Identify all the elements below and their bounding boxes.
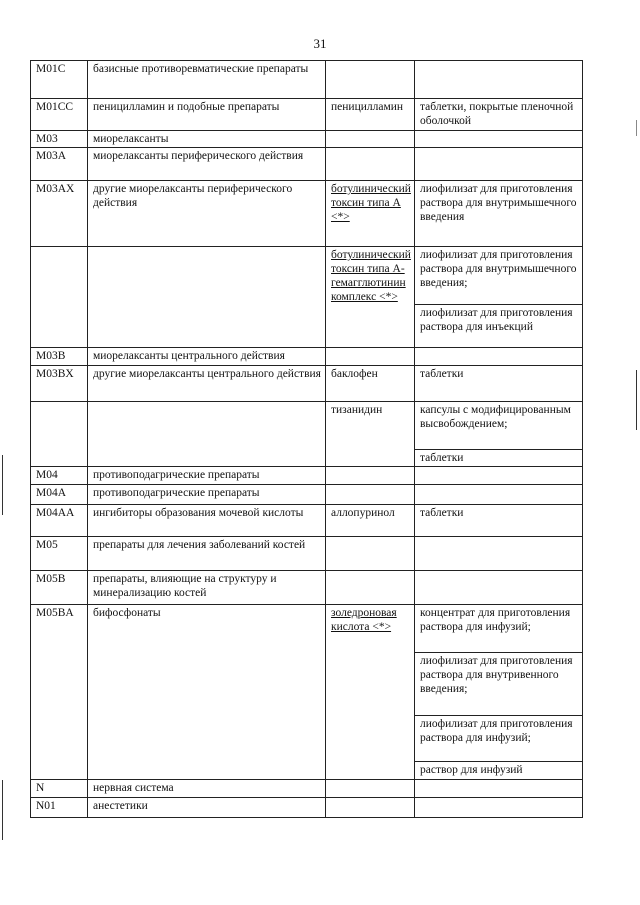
atc-code: M04 [31,467,88,485]
table-row [31,780,583,798]
group-name: анестетики [88,798,326,818]
drug-name [326,61,415,99]
drug-name: баклофен [326,366,415,402]
group-name: ингибиторы образования мочевой кислоты [88,505,326,537]
drug-name: аллопуринол [326,505,415,537]
group-name [88,402,326,467]
drug-name [326,348,415,366]
drug-name [326,131,415,148]
table-row [31,148,583,181]
dosage-form: таблетки [415,505,583,537]
dosage-form: таблетки [415,366,583,402]
table-row [31,181,583,247]
dosage-form: лиофилизат для приготовления раствора для внутривенного введения; [415,653,583,716]
group-name: противоподагрические препараты [88,485,326,505]
scan-margin-mark [636,120,637,136]
group-name: бифосфонаты [88,605,326,780]
table-row [31,366,583,402]
drug-name [326,780,415,798]
group-name: препараты для лечения заболеваний костей [88,537,326,571]
drug-name [326,537,415,571]
group-name [88,247,326,348]
atc-code [31,402,88,467]
dosage-form: капсулы с модифицированным высвобождением; [415,402,583,450]
dosage-form: лиофилизат для приготовления раствора для инъекций [415,305,583,348]
atc-code: M04A [31,485,88,505]
table-row [31,61,583,99]
group-name: препараты, влияющие на структуру и минерализацию костей [88,571,326,605]
group-name: миорелаксанты [88,131,326,148]
group-name: миорелаксанты центрального действия [88,348,326,366]
atc-code: N [31,780,88,798]
drug-name: золедроновая кислота <*> [326,605,415,780]
drug-name: пеницилламин [326,99,415,131]
dosage-form [415,798,583,818]
group-name: нервная система [88,780,326,798]
group-name: другие миорелаксанты периферического действия [88,181,326,247]
drug-name [326,467,415,485]
dosage-form [415,485,583,505]
dosage-form [415,348,583,366]
table-row [31,348,583,366]
dosage-form: таблетки, покрытые пленочной оболочкой [415,99,583,131]
dosage-form [415,571,583,605]
scan-margin-mark [2,455,3,515]
group-name: пеницилламин и подобные препараты [88,99,326,131]
drug-name: ботулинический токсин типа A-гемагглютинин комплекс <*> [326,247,415,348]
dosage-form [415,61,583,99]
drug-name [326,798,415,818]
atc-code: M03BX [31,366,88,402]
dosage-form: таблетки [415,450,583,467]
atc-code: M03 [31,131,88,148]
table-row [31,605,583,653]
group-name: противоподагрические препараты [88,467,326,485]
dosage-form [415,148,583,181]
scan-margin-mark [636,370,637,430]
table-row [31,467,583,485]
atc-code: M03AX [31,181,88,247]
table-row [31,247,583,305]
table-row [31,485,583,505]
drug-table [30,60,583,818]
table-row [31,537,583,571]
group-name: другие миорелаксанты центрального действия [88,366,326,402]
table-row [31,402,583,450]
table-row [31,131,583,148]
table-row [31,571,583,605]
dosage-form [415,467,583,485]
dosage-form [415,131,583,148]
atc-code: M03B [31,348,88,366]
page-number: 31 [313,36,327,51]
table-row [31,99,583,131]
dosage-form: лиофилизат для приготовления раствора для внутримышечного введения [415,181,583,247]
drug-name [326,571,415,605]
drug-name [326,485,415,505]
drug-name: ботулинический токсин типа A <*> [326,181,415,247]
dosage-form: лиофилизат для приготовления раствора для внутримышечного введения; [415,247,583,305]
atc-code: M05 [31,537,88,571]
atc-code: M01CC [31,99,88,131]
atc-code: M04AA [31,505,88,537]
drug-name [326,148,415,181]
scan-margin-mark [2,780,3,840]
table-row [31,505,583,537]
dosage-form: лиофилизат для приготовления раствора для инфузий; [415,716,583,762]
dosage-form: раствор для инфузий [415,762,583,780]
atc-code [31,247,88,348]
atc-code: M03A [31,148,88,181]
atc-code: M01C [31,61,88,99]
atc-code: M05BA [31,605,88,780]
table-row [31,798,583,818]
dosage-form [415,537,583,571]
group-name: базисные противоревматические препараты [88,61,326,99]
atc-code: M05B [31,571,88,605]
atc-code: N01 [31,798,88,818]
drug-name: тизанидин [326,402,415,467]
dosage-form [415,780,583,798]
group-name: миорелаксанты периферического действия [88,148,326,181]
dosage-form: концентрат для приготовления раствора для инфузий; [415,605,583,653]
